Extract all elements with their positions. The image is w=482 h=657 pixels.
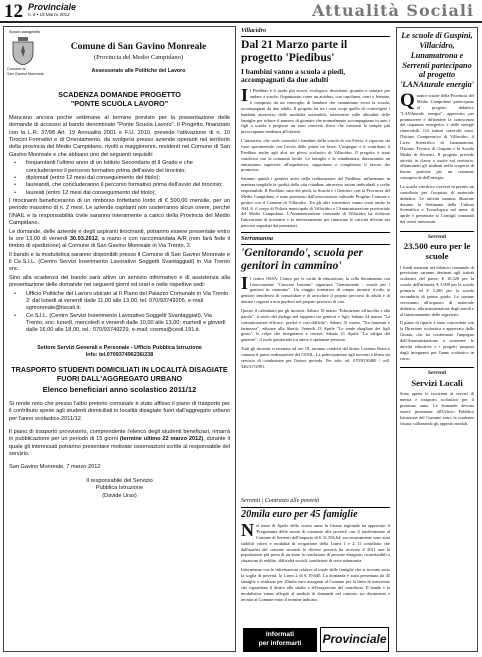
page-number: 12 bbox=[4, 1, 23, 22]
notice-paragraph: Il piano di trasporto provvisorio, comprendente l'elenco degli studenti beneficiari, rimarrà in pubblicazione per un periodo di 15 giorni (termine ultimo 22 marzo 2012), durante il quale gli interessati potranno presentare motivate osservazioni scritte al responsabile del servizio. bbox=[9, 428, 230, 458]
brand-logo: Provinciale bbox=[28, 2, 77, 12]
article-title: Le scuole di Guspini, Villacidro, Lunamatrona e Serrenti partecipano al progetto 'LANAturale energia' bbox=[400, 31, 474, 90]
article-subtitle: I bambini vanno a scuola a piedi, accompagnati da due adulti bbox=[241, 66, 346, 85]
dropcap: N bbox=[241, 520, 254, 541]
article-kicker: Villacidro bbox=[241, 27, 390, 37]
crest-caption: Comune di San Gavino Monreale bbox=[7, 67, 44, 76]
middle-article-bottom bbox=[241, 498, 390, 602]
notice-paragraph: Si rende noto che presso l'albo pretorio comunale è stato affisso il piano di trasporto per il contributo spese agli studenti domiciliati in località disagiate fuori dall'aggregato urbano per l'anno scolastico 2011/12. bbox=[9, 400, 230, 422]
notice-title: SCADENZA DOMANDE PROGETTO "PONTE SCUOLA LAVORO" bbox=[58, 90, 181, 108]
office-list bbox=[9, 291, 230, 335]
spazio-label: Spazio autogestito bbox=[9, 30, 41, 34]
middle-articles bbox=[241, 27, 390, 370]
requirements-list bbox=[9, 160, 230, 197]
article-body: Questo il calendario per gli incontri: Sabato 18 marzo "Educazione all'ascolto e alla parola", il ruolo del dialogo nel rapporto tra genitori e figli; Sabato 24 marzo "La comunicazione efficace, perché è così difficile"; Sabato 31 marzo "Tra fantasmi e fermezza", educare alla libertà; Venerdì 13 Aprile "Le tende sbagliate dei figli giusti", le colpe che insegniamo a correre; Sabato 21 Aprile "La valigia del genitore", il ruolo genitoriale tra attese e spettanze preziose. bbox=[241, 308, 390, 343]
office-footer: Settore Servizi Generali e Personale - Ufficio Pubblica Istruzione Info: tel.070937496236/238 bbox=[37, 344, 202, 358]
transport-subtitle: Elenco beneficiari anno scolastico 2011/12 bbox=[42, 384, 197, 394]
list-item: • laureati (entro 12 mesi dal conseguimento del titolo); bbox=[14, 190, 230, 197]
article-title: Servizi Locali bbox=[411, 377, 463, 388]
article-body: Il piano di riparto è stato concordato con la Direzione scolastica e approvato dalla Giunta, che ha confermato l'impegno dell'Amministrazione a sostenere le attività educative e i progetti proposti dagli insegnanti per l'anno scolastico in corso. bbox=[400, 320, 474, 361]
issue-line: n. 6 • 15 Marzo 2012 bbox=[28, 12, 70, 17]
article-title: 'Genitorando', scuola per genitori in cammino' bbox=[241, 246, 364, 272]
article-kicker: Serrenti bbox=[400, 367, 474, 377]
article-body: Saranno quindi i genitori attivi nella realizzazione del Piedibus, influenzano in maniera tangibile la qualità della vita cittadina, attraverso azioni individuali e scelte responsabili. Il Piedibus, nato dei piedi, la Scuola e i Genitori, con la Provincia del Medio Campidano, è stato promosso dall'associazione culturale Progetto Comune e gestito con il Comune di Villacidro. Tra gli altri sostenitori vanno citati anche la ASL 6, il corpo di Polizia municipale di Villacidro e l'Amministrazione provinciale del Medio Campidano. L'Amministrazione comunale di Villacidro ha richiesto l'attivazione di iniziative e lo interessamento per rinnovare le criticità rilevate nei percorsi segnalati dai promotori. bbox=[241, 176, 390, 229]
dropcap: Q bbox=[400, 90, 415, 112]
assessorato: Assessorato alle Politiche del Lavoro bbox=[91, 68, 186, 75]
comune-notice-panel bbox=[3, 26, 236, 652]
section-title: Attualità Sociali bbox=[312, 1, 474, 20]
article-body: I fondi stanziati nel bilancio comunale di previsione saranno destinati agli istituti scolastici del paese: € 16.320 per la scuola dell'infanzia, € 3.900 per la scuola primaria ed € 3.280 per la scuola secondaria di primo grado. Le somme serviranno all'acquisto di materiale didattico, alla manutenzione degli arredi e al funzionamento delle segreterie. bbox=[400, 264, 474, 317]
notice-paragraph: Sino alla scadenza del bando sarà attivo un servizio informativo e di assistenza alla presentazione delle domande nei seguenti giorni ed orari e nelle rispettive sedi: bbox=[9, 274, 230, 289]
article-body: Nel mese di Aprile dello scorso anno la Giunta regionale ha approvato il 'Programma delle azioni di contrasto alle povertà' con il trasferimento al Comune di Serrenti dell'importo di € 31.556,64; successivamente sono stati stabiliti criteri e modalità di erogazione della Linea 1 e 2. Il contributo che dall'analisi del comune secondo le diverse povertà ha ricevuto il 2011 una la popolazione più priva di un aiuto la condizione di persone disagiate, riconducibili a situazioni di reddito, difficoltà sociali, condizioni di seria autonomia. bbox=[241, 520, 390, 564]
article-title: 20mila euro per 45 famiglie bbox=[241, 508, 358, 520]
dropcap: I bbox=[241, 85, 249, 106]
article-kicker: Serrenti bbox=[400, 231, 474, 241]
article-body: Informiamo con le informazioni relative al totale delle famiglie che si trovano sotto la soglia di povertà, la Linea 2 di € 19.640. La domanda è stata presentata da 45 famiglie e risultano per 20mila euro assegnati al Comune per la linea di intervento che riguardano il diritto allo studio e all'erogazione del contributo. Il bando e la modulistica vanno allegati al modulo di domanda nel contesto sia documento e inviato al Comune entro il termine indicato. bbox=[241, 567, 390, 602]
provinciale-logo: Provinciale bbox=[320, 627, 389, 652]
notice-date: San Gavino Monreale, 7 marzo 2012 bbox=[9, 464, 101, 471]
article-body: Sono aperte le iscrizioni ai servizi di mensa e trasporto scolastico per il prossimo anno. Le domande devono essere presentate all'Ufficio Pubblica Istruzione del Comune entro la scadenza fissata, utilizzando gli appositi moduli. bbox=[400, 391, 474, 426]
article-body: Il centro OSSA, Centro per le carità di educazione, la cella Serramanna con l'associazione "Crescere Insieme" organizza "Genitorando - scuola per i genitori in cammino". Un viaggio formativo di cinque incontri rivolto ai genitori desiderosi di consolidare e di arricchire il proprio percorso di adulti e di aiutare i ragazzi a non perdersi nel proprio percorso di vita. bbox=[241, 272, 390, 305]
article-kicker: Serrenti | Contrasto alle povertà bbox=[241, 498, 390, 508]
article-body: Quattro scuole della Provincia del Medio Campidano partecipano al progetto didattico "LANAturale energia", approvato per promuovere e diffondere la conoscenza del risparmio energetico e delle energie rinnovabili. Gli istituti coinvolti sono: l'Istituto Comprensivo di Villacidro, il Liceo Scientifico di Lunamatrona, l'Istituto Tecnico di Guspini e la Scuola Media di Serrenti. Il progetto prevede attività in classe e uscite sul territorio, affiancando gli studenti nella scoperta di buone pratiche per un consumo consapevole dell'energia. bbox=[400, 90, 474, 181]
header-divider bbox=[0, 21, 482, 23]
transport-title: TRASPORTO STUDENTI DOMICILIATI IN LOCALITÀ DISAGIATE FUORI DALL'AGGREGATO URBANO bbox=[11, 364, 228, 383]
article-body: La scuola vincitrice riceverà in premio un contributo per l'acquisto di materiale didattico. Le attività saranno illustrate durante la Settimana della Cultura Scientifica e Tecnologica nel mese di aprile e presentate ai Consigli comunali dei centri interessati. bbox=[400, 183, 474, 225]
comune-name: Comune di San Gavino Monreale bbox=[70, 42, 207, 52]
notice-paragraph: I tirocinanti beneficeranno di un rimborso forfettario lordo di € 500,00 mensile, per un periodo massimo di n. 2 mesi. Le aziende ospitanti non sosterranno alcun onere, perché l'INAIL e la responsabilità civile saranno interamente a carico della Provincia del Medio Campidano. bbox=[9, 198, 230, 227]
notice-paragraph: Le domande, delle aziende e degli aspiranti tirocinanti, potranno essere presentate entro le ore 13,00 di venerdì 30.03.2012, a mano o con raccomandata A/R (non farà fede il timbro di spedizione) al Comune di San Gavino Monreale in Via Trento, 2. bbox=[9, 228, 230, 250]
list-item: • laureandi, che concluderanno il percorso formativo prima dell'avvio del tirocinio; bbox=[14, 182, 230, 189]
list-item: • diplomati (entro 12 mesi dal conseguimento del titolo); bbox=[14, 175, 230, 182]
article-body: Tutti gli incontri si terranno ad ore 18, saranno condotti dal dottor Lorenzo Bonu e contano il paese realizzazione del CESIL. La partecipazione agli incontri è libera sia servizio di conduzione per l'intero periodo. Per info: tel. 070/9130480 / cell. 346/3172991. bbox=[241, 346, 390, 369]
crest-icon bbox=[12, 37, 34, 65]
notice-paragraph: Il bando e la modulistica saranno disponibili presso il Comune di San Gavino Monreale e il Ce.S.I.L. (Centro Servizi Inserimento Lavorativo Soggetti Svantaggiati) in Via Trento snc. bbox=[9, 251, 230, 273]
article-kicker: Serramanna bbox=[241, 235, 390, 245]
article-title: Dal 21 Marzo parte il progetto 'Piedibus' bbox=[241, 38, 348, 64]
article-body: L'iniziativa, che vede coinvolti i bambini della scuola di via Fiesta, è rigorosa sia fuori sperimentale con l'avvio delle prime tre linee. L'impegno e il contributo il Piedibus anche agli altri tre plessi scolastici di Villacidro. Il progetto è stato condiviso con la comunità locale. Le famiglie e la cittadinanza, dimostrando un entusiasmo superiore all'aspettativa, supportano e completano il lavoro dei promotori. bbox=[241, 138, 390, 173]
right-articles bbox=[396, 27, 478, 652]
signature-block: Il responsabile del Servizio Pubblica Istruzione (Davide Uras) bbox=[86, 477, 153, 499]
info-box: Informati per informarti bbox=[243, 628, 317, 652]
list-item: • Ufficio Politiche del Lavoro ubicato al II Piano del Palazzo Comunale in Via Trento 2: dal lunedì al venerdì dalle 11,00 alle 13,00, tel. 070/93749205, e-mail sgmonreale@tiscali.it; bbox=[14, 291, 230, 313]
page-header bbox=[0, 0, 482, 22]
provincia-name: (Provincia del Medio Campidano) bbox=[94, 53, 183, 61]
article-divider bbox=[241, 232, 390, 233]
list-item: • Ce.S.I.L. (Centro Servizi Inserimento Lavorativo Soggetti Svantaggiati), Via Trento, snc: lunedì, mercoledì e venerdì dalle 10,00 alle 13,00; martedì e giovedì dalle 16,00 alle 18,00, tel.: 070/93749229, e-mail: cosma@cesil.191.it. bbox=[14, 313, 230, 335]
article-body: Il Piedibus è il modo più sicuro, ecologico, divertente, gratuito e salutare per andare a scuola. Organizzato come un autobus, con capolinea, orari e fermate, è composto da un convoglio di bambini che camminano verso la scuola, accompagnati da due adulti. Il progetto ha tra i suoi scopi quello di coinvolgere i bambini attraverso delle modalità sostenibili, intervenire sulle abitudini delle famiglie per ridurre il numero di giornate che normalmente accompagnano in auto i figli a scuola e proporre un vaso concreto fisico che contrasti la sempre più preoccupante tendenza all'obesità. bbox=[241, 85, 390, 135]
list-item: • frequentanti l'ultimo anno di un Istituto Secondario di II Grado e che concluderanno il percorso formativo prima dell'avvio del tirocinio; bbox=[14, 160, 230, 175]
notice-paragraph: Mancano ancora poche settimane al termine previsto per la presentazione delle domande di accesso al bando denominato "Ponte Scuola Lavoro". Il Progetto, finanziato con la L.R. 37/98 Art. 19 Annualità 2001 e F.U. 2010, prevede l'attivazione di n. 10 Tirocini Formativi e di Orientamento, da svolgersi presso aziende operanti nel territorio della provincia del Medio Campidano, rivolti a maggiorenni, residenti nel Comune di San Gavino Monreale e che abbiano uno dei seguenti requisiti: bbox=[9, 114, 230, 158]
article-title: 23.500 euro per le scuole bbox=[403, 241, 471, 261]
dropcap: I bbox=[241, 272, 249, 293]
